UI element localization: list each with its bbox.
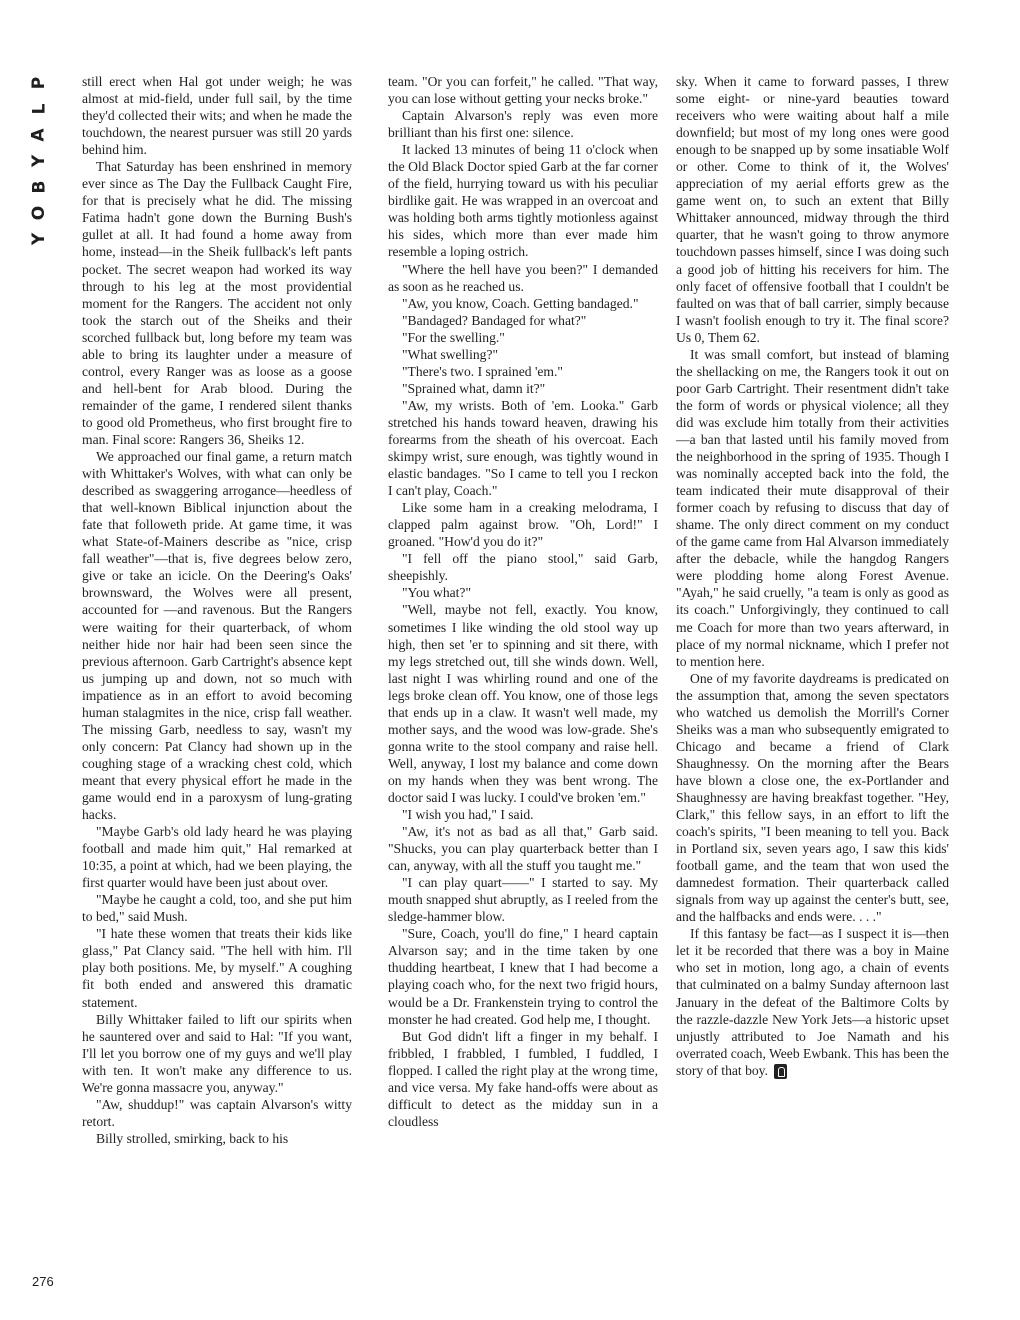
paragraph: "Aw, you know, Coach. Getting bandaged."	[402, 295, 639, 311]
paragraph: One of my favorite daydreams is predicated on the assumption that, among the seven spectators who watched us demolish the Morrill's Corner Sheiks was a man who subsequently emigrated to Chicago and became a friend of Clark Shaughnessy. On the morning after the Bears have blown a close one, the ex-Portlander and Shaughnessy are having breakfast together. "Hey, Clark," this fellow says, in an effort to lift the coach's spirits, "I been meaning to tell you. Back in Portland six, seven years ago, I saw this kids' football game, and the team that won used the damnedest formation. Their quarterback called signals from way up against the center's butt, see, and the halfbacks and ends were. . . ."	[676, 670, 949, 925]
page-number: 276	[32, 1274, 54, 1289]
paragraph: It was small comfort, but instead of blaming the shellacking on me, the Rangers took it out on poor Garb Cartright. Their resentment didn't take the form of words or physical violence; all they did was exclude him totally from their activities—a ban that lasted until his family moved from the neighborhood in the spring of 1935. Though I was nominally accepted back into the fold, the team indicated their mute disapproval of their former coach by refusing to discuss that day of shame. The only direct comment on my conduct of the game came from Hal Alvarson immediately after the debacle, while the hangdog Rangers were plodding home along Forest Avenue. "Ayah," he said cruelly, "a team is only as good as its coach." Unforgivingly, they continued to call me Coach for more than two years afterward, in place of my normal nickname, which I prefer not to mention here.	[676, 346, 949, 669]
paragraph: sky. When it came to forward passes, I threw some eight- or nine-yard beauties toward receivers who were waiting about half a mile downfield; but most of my long ones were good enough to be snapped up by some insatiable Wolf or other. Come to think of it, the Wolves' appreciation of my aerial efforts grew as the game went on, to such an extent that Billy Whittaker announced, midway through the third quarter, that he wasn't going to throw anymore touchdown passes himself, since I was doing such a good job of hitting his receivers for him. The only facet of offensive football that I couldn't be faulted on was that of ball carrier, simply because I wasn't foolish enough to try it. The final score? Us 0, Them 62.	[676, 74, 949, 345]
paragraph: Billy Whittaker failed to lift our spirits when he sauntered over and said to Hal: "If you want, I'll let you borrow one of my guys and we'll play with ten. It won't make any difference to us. We're gonna massacre you, anyway."	[82, 1011, 352, 1095]
masthead-letter: O	[28, 205, 49, 221]
paragraph: "There's two. I sprained 'em."	[402, 363, 563, 379]
paragraph: Like some ham in a creaking melodrama, I clapped palm against brow. "Oh, Lord!" I groaned. "How'd you do it?"	[388, 500, 658, 550]
masthead-letter: B	[29, 180, 49, 194]
text-column-3	[676, 73, 949, 1079]
bunny-end-mark-icon	[774, 1064, 787, 1079]
paragraph: "You what?"	[402, 585, 472, 601]
paragraph: We approached our final game, a return match with Whittaker's Wolves, with what can only be described as swaggering arrogance—heedless of that well-known Biblical injunction about the fate that followeth pride. At game time, it was what State-of-Mainers describe as "nice, crisp fall weather"—that is, five degrees below zero, give or take an icicle. On the Deering's Oaks' brownsward, the Wolves were all present, accounted for —and ravenous. But the Rangers were waiting for their quarterback, of whom neither hide nor hair had been seen since the previous afternoon. Garb Cartright's absence kept us jumping up and down, not so much with impatience as in an effort to avoid becoming human stalagmites in the nice, crisp fall weather. The missing Garb, needless to say, wasn't my only concern: Pat Clancy had shown up in the coughing stage of a wracking chest cold, which meant that every physical effort he made in the game would end in a paroxysm of lung-grating hacks.	[82, 449, 352, 823]
paragraph: But God didn't lift a finger in my behalf. I fribbled, I frabbled, I fumbled, I fuddled, I flopped. I called the right play at the wrong time, and vice versa. My fake hand-offs were about as difficult to detect as the midday sun in a cloudless	[388, 1028, 658, 1129]
paragraph: "Aw, shuddup!" was captain Alvarson's witty retort.	[82, 1096, 352, 1129]
magazine-masthead	[28, 70, 50, 252]
text-column-2	[388, 73, 658, 1130]
masthead-letter: Y	[29, 232, 49, 246]
text-column-1	[82, 73, 352, 1147]
paragraph: "Sprained what, damn it?"	[402, 380, 546, 396]
paragraph: "Well, maybe not fell, exactly. You know, sometimes I like winding the old stool way up high, then set 'er to spinning and sit there, with my legs stretched out, till she winds down. Well, last night I was whirling round and one of the legs broke clean off. You know, one of those legs that ends up in a claw. It wasn't well made, my mother says, and the wood was low-grade. She's gonna write to the stool company and raise hell. Well, anyway, I lost my balance and come down on my hands when they was bent wrong. The doctor said I was lucky. I could've broken 'em."	[388, 602, 658, 805]
masthead-letter: A	[28, 128, 49, 142]
paragraph: "Maybe he caught a cold, too, and she put him to bed," said Mush.	[82, 892, 352, 925]
paragraph: "I fell off the piano stool," said Garb, sheepishly.	[388, 551, 658, 584]
paragraph: "Bandaged? Bandaged for what?"	[402, 312, 587, 328]
paragraph: "Where the hell have you been?" I demanded as soon as he reached us.	[388, 261, 658, 294]
paragraph: It lacked 13 minutes of being 11 o'clock when the Old Black Doctor spied Garb at the far corner of the field, hurrying toward us with his peculiar birdlike gait. He was wrapped in an overcoat and was holding both arms tightly motionless against his sides, which more than ever made him resemble a loping ostrich.	[388, 142, 658, 260]
paragraph: "Aw, my wrists. Both of 'em. Looka." Garb stretched his hands toward heaven, drawing his forearms from the sheath of his overcoat. Each skimpy wrist, sure enough, was tightly wound in elastic bandages. "So I came to tell you I reckon I can't play, Coach."	[388, 397, 658, 499]
paragraph: "Sure, Coach, you'll do fine," I heard captain Alvarson say; and in the time taken by one thudding heartbeat, I knew that I had become a playing coach who, for the next two frigid hours, would be a Dr. Frankenstein trying to control the monster he had created. God help me, I thought.	[388, 926, 658, 1027]
masthead-letter: L	[29, 103, 49, 115]
paragraph: "I hate these women that treats their kids like glass," Pat Clancy said. "The hell with him. I'll play both positions. Me, by myself." A coughing fit both ended and answered this dramatic statement.	[82, 926, 352, 1010]
masthead-letter: P	[29, 76, 49, 90]
paragraph: "I can play quart——" I started to say. My mouth snapped shut abruptly, as I reeled from the sledge-hammer blow.	[388, 875, 658, 925]
paragraph: "What swelling?"	[402, 346, 499, 362]
paragraph: "Aw, it's not as bad as all that," Garb said. "Shucks, you can play quarterback better than I can, anyway, with all the stuff you taught me."	[388, 824, 658, 874]
paragraph: "Maybe Garb's old lady heard he was playing football and made him quit," Hal remarked at 10:35, a point at which, had we been playing, the first quarter would have been just about over.	[82, 824, 352, 891]
paragraph: Billy strolled, smirking, back to his	[96, 1130, 289, 1146]
paragraph-text: If this fantasy be fact—as I suspect it is—then let it be recorded that there was a boy in Maine who set in motion, long ago, a chain of events that culminated on a balmy Sunday afternoon last January in the defeat of the Baltimore Colts by the razzle-dazzle New York Jets—a historic upset unjustly attributed to Joe Namath and his overrated coach, Weeb Ewbank. This has been the story of that boy.	[676, 926, 949, 1078]
paragraph: "I wish you had," I said.	[402, 807, 534, 823]
masthead-letter: Y	[29, 154, 49, 168]
paragraph	[676, 925, 949, 1079]
paragraph: Captain Alvarson's reply was even more brilliant than his first one: silence.	[388, 108, 658, 141]
paragraph: "For the swelling."	[402, 329, 505, 345]
paragraph: That Saturday has been enshrined in memory ever since as The Day the Fullback Caught Fire, for that is precisely what he did. The missing Fatima hadn't gone down the Burning Bush's gullet at all. It had found a home away from home, instead—in the Sheik fullback's left pants pocket. The secret weapon had worked its way through to his leg at the most providential moment for the Rangers. The accident not only took the starch out of the Sheiks and their scorched fullback but, long before my team was able to bring its laughter under a measure of control, every Ranger was as loose as a goose and hell-bent for Arab blood. During the remainder of the game, I rendered silent thanks to good old Prometheus, who first brought fire to man. Final score: Rangers 36, Sheiks 12.	[82, 159, 352, 447]
paragraph: still erect when Hal got under weigh; he was almost at mid-field, under full sail, by the time they'd collected their wits; and when he made the touchdown, the nearest pursuer was still 20 yards behind him.	[82, 74, 352, 158]
paragraph: team. "Or you can forfeit," he called. "That way, you can lose without getting your necks broke."	[388, 74, 658, 107]
